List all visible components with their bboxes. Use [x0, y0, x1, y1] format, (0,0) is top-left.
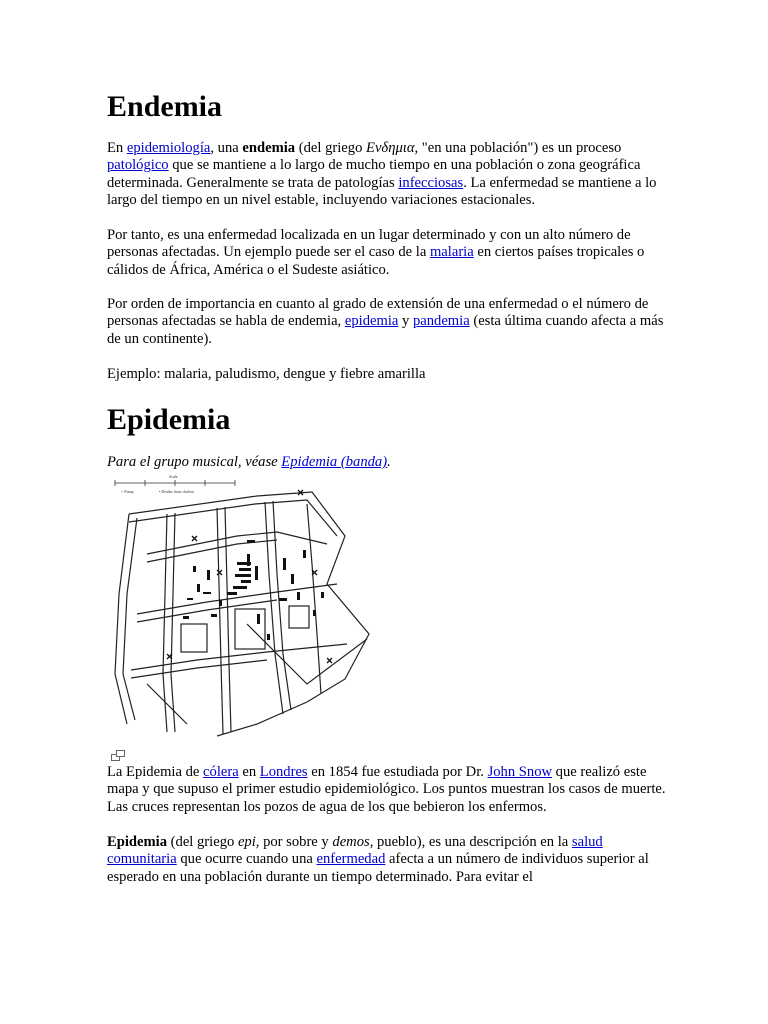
heading-endemia: Endemia [107, 90, 223, 123]
text: Para el grupo musical, véase [107, 454, 282, 470]
link-epidemia-banda[interactable]: Epidemia (banda) [281, 454, 388, 470]
text: , una [210, 140, 243, 156]
text: que ocurre cuando una [176, 851, 317, 868]
link-enfermedad[interactable]: enfermedad [316, 851, 386, 868]
text: . La enfermedad se mantiene a lo largo del tiempo en un nivel estable, incluyendo variaciones estacionales. [107, 174, 657, 209]
hatnote [107, 454, 667, 471]
text: (del griego [167, 834, 238, 850]
text: (del griego [295, 140, 367, 156]
text: en ciertos países tropicales o cálidos de África, América o el Sudeste asiático. [107, 244, 645, 278]
paragraph-endemia-example [107, 227, 667, 279]
figure-caption [107, 764, 667, 816]
text: , "en una población") es un proceso [414, 140, 622, 156]
text: en [238, 764, 260, 780]
link-patologico[interactable]: patológico [107, 157, 169, 174]
text: Por orden de importancia en cuanto al grado de extensión de una enfermedad o el número de personas afectadas se habla de endemia, [107, 296, 649, 330]
link-salud-comunitaria[interactable]: salud comunitaria [107, 834, 603, 868]
term-epi: epi, [237, 834, 260, 850]
text: Por tanto, es una enfermedad localizada en un lugar determinado y con un alto número de personas afectadas. Un ejemplo puede ser el caso de la [107, 227, 631, 261]
paragraph-endemia-definition [107, 140, 667, 210]
paragraph-endemia-examples: Ejemplo: malaria, paludismo, dengue y fiebre amarilla [107, 366, 426, 382]
heading-epidemia: Epidemia [107, 403, 231, 436]
text: La Epidemia de [107, 764, 204, 780]
link-colera[interactable]: cólera [203, 764, 239, 780]
text: . [387, 454, 391, 470]
link-londres[interactable]: Londres [259, 764, 308, 780]
text: por sobre y [259, 834, 333, 850]
link-john-snow[interactable]: John Snow [487, 764, 553, 780]
paragraph-endemia-order [107, 296, 667, 348]
text: y [398, 313, 413, 330]
text: en 1854 fue estudiada por Dr. [307, 764, 488, 780]
paragraph-epidemia-definition [107, 834, 667, 886]
term-epidemia: Epidemia [107, 834, 168, 850]
text: (esta última cuando afecta a más de un continente). [107, 313, 664, 347]
text: , pueblo), es una descripción en la [369, 834, 572, 850]
map-scale-label: Scale [169, 474, 178, 479]
link-infecciosas[interactable]: infecciosas [398, 174, 464, 191]
link-malaria[interactable]: malaria [429, 244, 474, 261]
link-pandemia[interactable]: pandemia [412, 313, 470, 330]
link-epidemia[interactable]: epidemia [344, 313, 399, 330]
text: afecta a un número de individuos superior al esperado en una población durante un tiempo determinado. Para evitar el [107, 851, 649, 885]
magnify-clip-icon[interactable] [111, 750, 125, 761]
cholera-map-image[interactable] [107, 474, 391, 744]
greek-term: Ενδημια [366, 140, 415, 156]
text: que se mantiene a lo largo de mucho tiempo en una población o zona geográfica determinada. Generalmente se trata de patologías [107, 157, 641, 191]
map-legend-deaths: • Deaths from cholera [159, 489, 195, 494]
map-legend-pump: × Pump [121, 489, 134, 494]
link-epidemiologia[interactable]: epidemiología [126, 140, 211, 156]
term-demos: demos [332, 834, 370, 850]
text: que realizó este mapa y que supuso el primer estudio epidemiológico. Los puntos muestran los casos de muerte. Las cruces representan los pozos de agua de los que bebieron los enfermos. [107, 764, 666, 815]
term-endemia: endemia [242, 140, 296, 156]
text: En [107, 140, 127, 156]
